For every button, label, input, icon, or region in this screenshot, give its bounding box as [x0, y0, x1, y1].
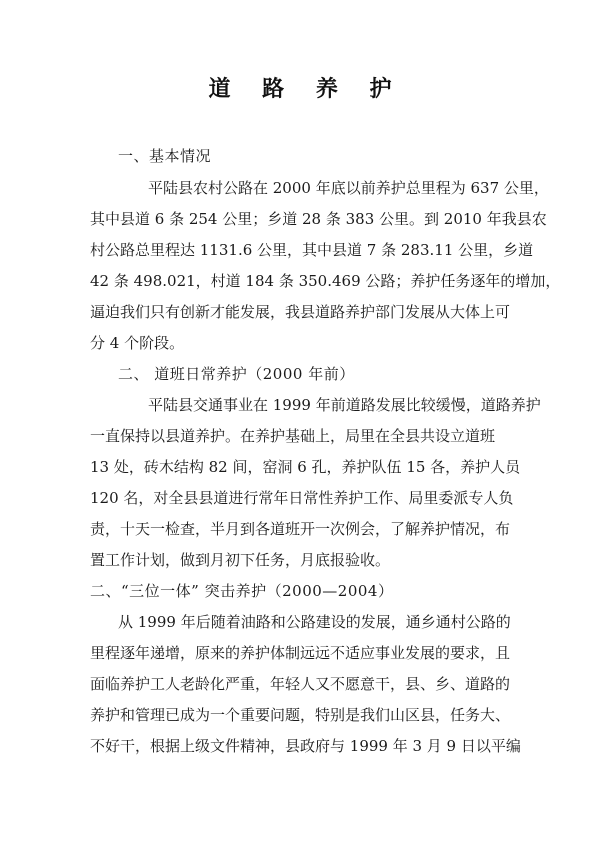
section-heading-3: 二、“三位一体” 突击养护（2000—2004） — [90, 582, 394, 600]
paragraph-line: 村公路总里程达 1131.6 公里，其中县道 7 条 283.11 公里，乡道 — [90, 241, 534, 259]
paragraph-line: 置工作计划，做到月初下任务，月底报验收。 — [90, 551, 391, 569]
paragraph-line: 120 名，对全县县道进行常年日常性养护工作、局里委派专人负 — [90, 489, 514, 507]
paragraph-line: 一直保持以县道养护。在养护基础上，局里在全县共设立道班 — [90, 427, 496, 445]
paragraph-line: 逼迫我们只有创新才能发展，我县道路养护部门发展从大体上可 — [90, 303, 511, 321]
paragraph-line: 不好干，根据上级文件精神，县政府与 1999 年 3 月 9 日以平编 — [90, 737, 521, 755]
paragraph-line: 平陆县交通事业在 1999 年前道路发展比较缓慢，道路养护 — [148, 396, 541, 414]
paragraph-line: 其中县道 6 条 254 公里；乡道 28 条 383 公里。到 2010 年我县农 — [90, 210, 547, 228]
paragraph-line: 养护和管理已成为一个重要问题，特别是我们山区县，任务大、 — [90, 706, 511, 724]
paragraph-line: 面临养护工人老龄化严重，年轻人又不愿意干，县、乡、道路的 — [90, 675, 511, 693]
page-title: 道 路 养 护 — [208, 76, 404, 102]
paragraph-line: 分 4 个阶段。 — [90, 334, 185, 352]
paragraph-line: 平陆县农村公路在 2000 年底以前养护总里程为 637 公里， — [148, 179, 549, 197]
paragraph-line: 责，十天一检查，半月到各道班开一次例会，了解养护情况，布 — [90, 520, 511, 538]
paragraph-line: 从 1999 年后随着油路和公路建设的发展，通乡通村公路的 — [118, 613, 511, 631]
section-heading-1: 一、基本情况 — [118, 147, 212, 165]
paragraph-line: 13 处，砖木结构 82 间，窑洞 6 孔，养护队伍 15 各，养护人员 — [90, 458, 521, 476]
section-heading-2: 二、 道班日常养护（2000 年前） — [118, 365, 355, 383]
paragraph-line: 42 条 498.021，村道 184 条 350.469 公路；养护任务逐年的增加， — [90, 272, 561, 290]
paragraph-line: 里程逐年递增，原来的养护体制远远不适应事业发展的要求，且 — [90, 644, 511, 662]
